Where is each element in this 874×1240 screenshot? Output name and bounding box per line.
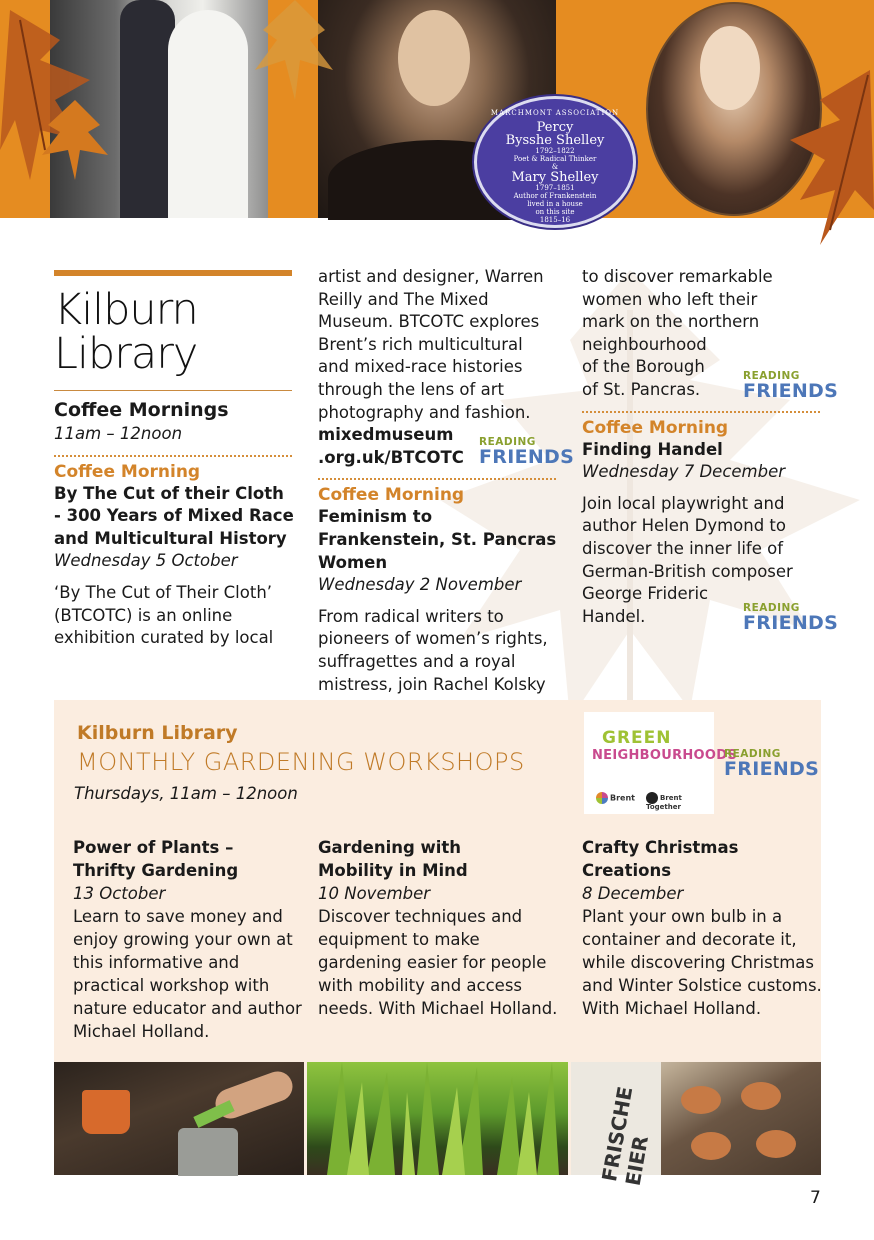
time: 11am – 12noon	[54, 424, 183, 443]
event-title: By The Cut of their Cloth - 300 Years of Mixed Race and Multicultural History	[54, 483, 294, 548]
workshop-item: Gardening with Mobility in Mind 10 November Discover techniques and equipment to make gardening easier for people with mobility and access needs. With Michael Holland.	[318, 838, 558, 1018]
reading-friends-logo: READING FRIENDS	[743, 602, 839, 634]
gardening-photo-shoots	[307, 1062, 568, 1175]
accent-bar	[54, 270, 292, 276]
brent-logo: Brent	[596, 792, 635, 804]
event-description-continued: artist and designer, Warren Reilly and The Mixed Museum. BTCOTC explores Brent’s rich multicultural and mixed-race histories through the lens of art photography and fashion.	[318, 267, 544, 422]
page-number: 7	[810, 1188, 821, 1208]
event-title: Feminism to Frankenstein, St. Pancras Women	[318, 507, 557, 572]
coffee-mornings-heading: Coffee Mornings	[54, 399, 229, 421]
dotted-divider	[582, 411, 820, 413]
workshops-library: Kilburn Library	[77, 722, 238, 744]
workshops-time: Thursdays, 11am – 12noon	[74, 784, 298, 803]
column-middle	[318, 266, 558, 696]
dotted-divider	[54, 455, 292, 457]
blue-plaque: MARCHMONT ASSOCIATION Percy Bysshe Shelley 1792–1822 Poet & Radical Thinker & Mary Shelley 1797–1851 Author of Frankenstein lived in a house on this site 1815–16	[474, 96, 636, 228]
workshops-title: MONTHLY GARDENING WORKSHOPS	[77, 748, 525, 776]
event-description: ‘By The Cut of Their Cloth’ (BTCOTC) is an online exhibition curated by local	[54, 582, 274, 648]
egg-box: FRISCHE EIER	[571, 1062, 661, 1175]
workshop-item: Power of Plants – Thrifty Gardening 13 October Learn to save money and enjoy growing your own at this informative and practical workshop with nature educator and author Michael Holland.	[73, 838, 302, 1041]
column-kilburn-intro	[54, 270, 294, 650]
event-date: Wednesday 7 December	[582, 462, 786, 482]
event-description: Join local playwright and author Helen Dymond to discover the inner life of German-British composer George Frideric Handel.	[582, 493, 793, 626]
event-label: Coffee Morning	[54, 461, 201, 482]
event-date: Wednesday 5 October	[54, 551, 238, 571]
green-neighbourhoods-logo: GREEN NEIGHBOURHOODS Brent Brent Together	[584, 712, 714, 814]
library-title: Kilburn Library	[54, 285, 198, 379]
event-title: Finding Handel	[582, 439, 723, 459]
gardening-photo-containers	[571, 1062, 821, 1188]
reading-friends-logo: READING FRIENDS	[743, 370, 839, 402]
event-description-continued: to discover remarkable women who left their mark on the northern neighbourhood of the Borough of St. Pancras.	[582, 267, 773, 399]
reading-friends-logo: READING FRIENDS	[724, 748, 820, 780]
reading-friends-logo: READING FRIENDS	[479, 436, 575, 468]
event-label: Coffee Morning	[582, 417, 729, 438]
header-photo-strip	[0, 0, 874, 218]
autumn-leaf-icon	[780, 60, 874, 250]
autumn-leaf-icon	[255, 0, 335, 100]
divider	[54, 390, 292, 391]
event-label: Coffee Morning	[318, 485, 465, 506]
column-right	[582, 266, 822, 628]
event-description: From radical writers to pioneers of women’s rights, suffragettes and a royal mistress, join Rachel Kolsky	[318, 606, 548, 694]
brent-together-logo: Brent Together	[646, 794, 682, 811]
event-date: Wednesday 2 November	[318, 575, 522, 595]
gardening-photo-pots	[54, 1062, 304, 1175]
website-link[interactable]: mixedmuseum .org.uk/BTCOTC	[318, 425, 464, 467]
autumn-leaf-icon	[40, 100, 110, 180]
dotted-divider	[318, 478, 556, 480]
workshop-item: Crafty Christmas Creations 8 December Plant your own bulb in a container and decorate it, while discovering Christmas and Winter Solstice customs. With Michael Holland.	[582, 838, 822, 1018]
shoots-icon	[307, 1062, 568, 1175]
